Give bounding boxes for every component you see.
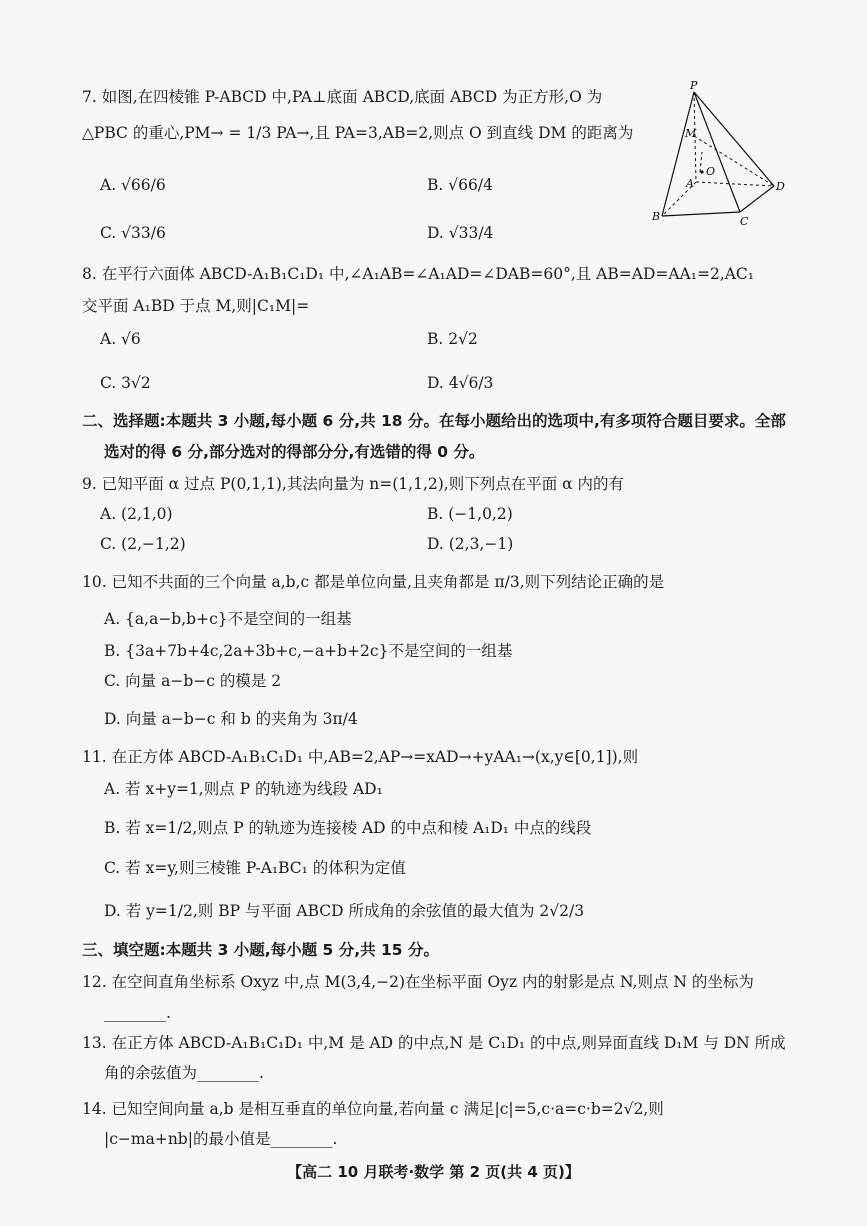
q14-line1: 14. 已知空间向量 a,b 是相互垂直的单位向量,若向量 c 满足|c|=5,c·a=c·b=2√2,则 — [82, 1100, 664, 1118]
q11-stem: 11. 在正方体 ABCD-A₁B₁C₁D₁ 中,AB=2,AP→=xAD→+yAA₁→(x,y∈[0,1]),则 — [82, 748, 639, 766]
section2-heading-line1: 二、选择题:本题共 3 小题,每小题 6 分,共 18 分。在每小题给出的选项中,有多项符合题目要求。全部 — [82, 412, 786, 430]
fig-label-d: D — [776, 180, 785, 193]
q9-option-a: A. (2,1,0) — [100, 505, 173, 523]
q7-line1: 7. 如图,在四棱锥 P-ABCD 中,PA⊥底面 ABCD,底面 ABCD 为正方形,O 为 — [82, 88, 603, 106]
q12-line2: ________. — [104, 1004, 171, 1022]
fig-label-o: O — [706, 165, 716, 178]
q7-option-d: D. √33/4 — [427, 224, 494, 242]
q8-option-b: B. 2√2 — [427, 330, 478, 348]
q7-option-a: A. √66/6 — [100, 176, 166, 194]
q10-option-a: A. {a,a−b,b+c}不是空间的一组基 — [104, 610, 352, 628]
q8-option-a: A. √6 — [100, 330, 141, 348]
fig-label-p: P — [690, 79, 698, 92]
q7-option-c: C. √33/6 — [100, 224, 166, 242]
q13-line1: 13. 在正方体 ABCD-A₁B₁C₁D₁ 中,M 是 AD 的中点,N 是 C₁D₁ 的中点,则异面直线 D₁M 与 DN 所成 — [82, 1034, 786, 1052]
q11-option-a: A. 若 x+y=1,则点 P 的轨迹为线段 AD₁ — [104, 780, 383, 798]
q8-line1: 8. 在平行六面体 ABCD-A₁B₁C₁D₁ 中,∠A₁AB=∠A₁AD=∠DAB=60°,且 AB=AD=AA₁=2,AC₁ — [82, 265, 755, 283]
q14-line2: |c−ma+nb|的最小值是________. — [104, 1130, 338, 1148]
fig-label-m: M — [685, 127, 697, 140]
q12-line1: 12. 在空间直角坐标系 Oxyz 中,点 M(3,4,−2)在坐标平面 Oyz 内的射影是点 N,则点 N 的坐标为 — [82, 973, 754, 991]
pyramid-figure — [648, 78, 798, 238]
q7-option-b: B. √66/4 — [427, 176, 493, 194]
q9-option-b: B. (−1,0,2) — [427, 505, 513, 523]
q11-option-b: B. 若 x=1/2,则点 P 的轨迹为连接棱 AD 的中点和棱 A₁D₁ 中点的线段 — [104, 819, 592, 837]
q9-option-c: C. (2,−1,2) — [100, 535, 186, 553]
section3-heading: 三、填空题:本题共 3 小题,每小题 5 分,共 15 分。 — [82, 941, 439, 959]
fig-label-a: A — [686, 177, 694, 190]
q9-stem: 9. 已知平面 α 过点 P(0,1,1),其法向量为 n=(1,1,2),则下列点在平面 α 内的有 — [82, 475, 625, 493]
fig-label-b: B — [652, 210, 661, 223]
q8-option-c: C. 3√2 — [100, 374, 151, 392]
q11-option-c: C. 若 x=y,则三棱锥 P-A₁BC₁ 的体积为定值 — [104, 859, 406, 877]
q8-option-d: D. 4√6/3 — [427, 374, 494, 392]
q10-stem: 10. 已知不共面的三个向量 a,b,c 都是单位向量,且夹角都是 π/3,则下列结论正确的是 — [82, 573, 665, 591]
q11-option-d: D. 若 y=1/2,则 BP 与平面 ABCD 所成角的余弦值的最大值为 2√2/3 — [104, 902, 585, 920]
section2-heading-line2: 选对的得 6 分,部分选对的得部分分,有选错的得 0 分。 — [104, 443, 485, 461]
q8-line2: 交平面 A₁BD 于点 M,则|C₁M|= — [82, 297, 310, 315]
page-footer: 【高二 10 月联考·数学 第 2 页(共 4 页)】 — [287, 1163, 580, 1181]
q13-line2: 角的余弦值为________. — [104, 1064, 264, 1082]
q7-line2: △PBC 的重心,PM→ = 1/3 PA→,且 PA=3,AB=2,则点 O 到直线 DM 的距离为 — [82, 124, 634, 142]
q10-option-b: B. {3a+7b+4c,2a+3b+c,−a+b+2c}不是空间的一组基 — [104, 642, 513, 660]
q10-option-d: D. 向量 a−b−c 和 b 的夹角为 3π/4 — [104, 710, 358, 728]
q10-option-c: C. 向量 a−b−c 的模是 2 — [104, 672, 282, 690]
q9-option-d: D. (2,3,−1) — [427, 535, 514, 553]
fig-label-c: C — [740, 215, 749, 228]
